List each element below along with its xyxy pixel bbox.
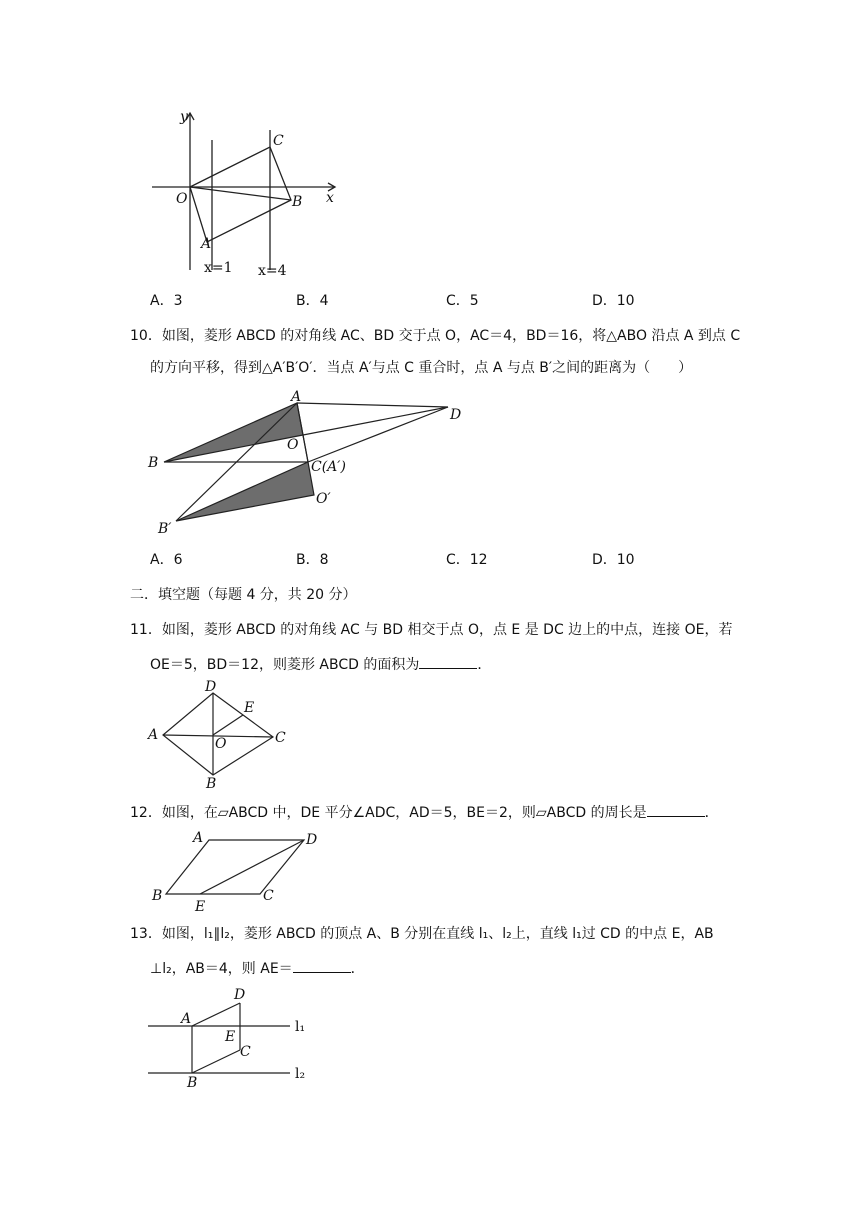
q10-label-d: D (450, 407, 462, 423)
q13-label-b: B (187, 1075, 198, 1091)
q11-rhombus-figure (140, 675, 300, 791)
q9-label-c: C (273, 133, 284, 149)
q10-option-d: D．10 (592, 552, 635, 568)
q13-label-l2: l₂ (295, 1066, 306, 1082)
q9-label-a: A (201, 236, 212, 252)
q13-text-line2a: ⊥l₂，AB＝4，则 AE＝ (150, 961, 293, 977)
q11-text-line2b: ． (477, 657, 492, 673)
q12-label-a: A (193, 830, 204, 846)
q11-label-b: B (206, 776, 217, 791)
q13-rhombus-parallel-lines-figure (140, 983, 320, 1093)
q12-label-b: B (152, 888, 163, 904)
section-title-fill-in: 二．填空题（每题 4 分，共 20 分） (130, 587, 357, 603)
q10-label-o: O (287, 437, 299, 453)
q11-answer-blank[interactable] (419, 654, 477, 669)
q12-label-d: D (306, 832, 318, 848)
q13-text-line2b: ． (350, 961, 365, 977)
q12-label-e: E (195, 899, 206, 915)
q9-coordinate-figure (140, 105, 360, 285)
q9-label-x4: x=4 (258, 263, 287, 279)
q11-label-o: O (215, 736, 227, 752)
q11-label-a: A (148, 727, 159, 743)
q10-option-c: C．12 (446, 552, 488, 568)
q13-text-line2 (150, 958, 365, 979)
q10-rhombus-translation-figure (140, 385, 480, 545)
q9-label-y: y (180, 109, 188, 125)
q11-label-d: D (205, 679, 217, 695)
q12-text-line1 (130, 802, 719, 823)
q9-option-a: A．3 (150, 293, 183, 309)
q9-option-b: B．4 (296, 293, 329, 309)
q9-label-x: x (326, 190, 334, 206)
q10-text-line1: 10．如图，菱形 ABCD 的对角线 AC、BD 交于点 O，AC＝4，BD＝16，将△ABO 沿点 A 到点 C (130, 328, 741, 344)
q11-text-line1: 11．如图，菱形 ABCD 的对角线 AC 与 BD 相交于点 O，点 E 是 DC 边上的中点，连接 OE，若 (130, 622, 733, 638)
q10-label-a: A (291, 389, 302, 405)
q13-label-c: C (240, 1044, 251, 1060)
q10-option-b: B．8 (296, 552, 329, 568)
q11-label-c: C (275, 730, 286, 746)
q10-label-b2: B′ (158, 521, 172, 537)
q12-answer-blank[interactable] (647, 802, 705, 817)
q12-parallelogram-figure (140, 826, 340, 916)
q10-label-o2: O′ (316, 491, 331, 507)
q9-label-b: B (292, 194, 303, 210)
q13-label-a: A (181, 1011, 192, 1027)
q12-label-c: C (263, 888, 274, 904)
q12-text-line1a: 12．如图，在▱ABCD 中，DE 平分∠ADC，AD＝5，BE＝2，则▱ABCD 的周长是 (130, 805, 647, 821)
q9-option-d: D．10 (592, 293, 635, 309)
q9-label-o: O (176, 191, 188, 207)
q12-text-line1b: ． (704, 805, 719, 821)
q13-label-e: E (225, 1029, 236, 1045)
q10-option-a: A．6 (150, 552, 183, 568)
q11-text-line2 (150, 654, 491, 675)
q13-label-l1: l₁ (295, 1019, 306, 1035)
q10-label-b: B (148, 455, 159, 471)
q10-label-c-a2: C(A′) (311, 459, 346, 475)
q11-text-line2a: OE＝5，BD＝12，则菱形 ABCD 的面积为 (150, 657, 420, 673)
q9-label-x1: x=1 (204, 260, 233, 276)
q10-text-line2: 的方向平移，得到△A′B′O′．当点 A′与点 C 重合时，点 A 与点 B′之间的距离为（ ） (150, 360, 693, 376)
q13-label-d: D (234, 987, 246, 1003)
q13-text-line1: 13．如图，l₁∥l₂，菱形 ABCD 的顶点 A、B 分别在直线 l₁、l₂上，直线 l₁过 CD 的中点 E，AB (130, 926, 714, 942)
q13-answer-blank[interactable] (293, 958, 351, 973)
q11-label-e: E (244, 700, 255, 716)
q9-option-c: C．5 (446, 293, 479, 309)
